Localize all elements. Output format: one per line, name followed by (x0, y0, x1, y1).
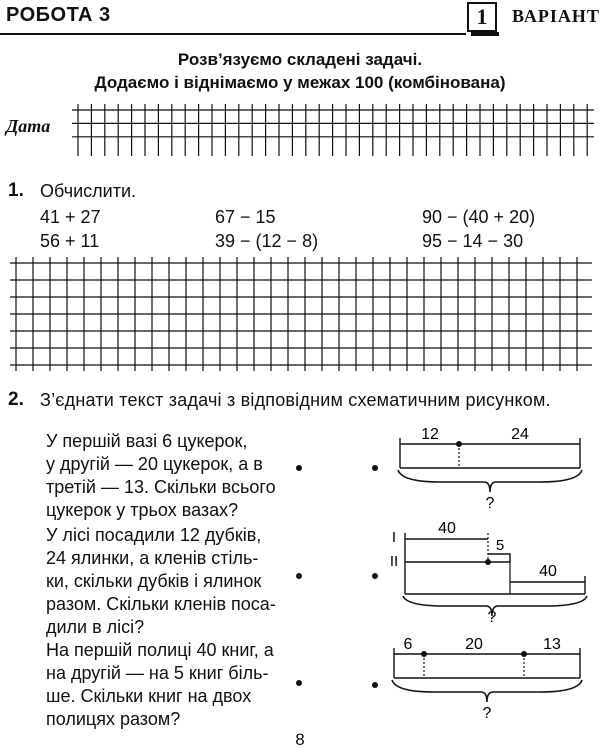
problem-3-line: ше. Скільки книг на двох (46, 686, 252, 706)
problem-1-connect-dot[interactable] (296, 465, 302, 471)
scheme-c-label-13: 13 (543, 636, 561, 653)
scheme-b-question: ? (487, 609, 497, 624)
problem-3-connect-dot[interactable] (296, 680, 302, 686)
scheme-b (380, 514, 592, 624)
date-label: Дата (6, 116, 51, 136)
task1-number: 1. (8, 180, 24, 201)
scheme-a-label-12: 12 (421, 426, 439, 443)
scheme-a-question: ? (485, 495, 495, 512)
problem-2-line: ки, скільки дубків і ялинок (46, 571, 262, 591)
scheme-c-label-6: 6 (403, 636, 413, 653)
subtitle-line-2: Додаємо і віднімаємо у межах 100 (комбінована) (94, 73, 506, 92)
problem-3-line: на другій — на 5 книг біль- (46, 663, 269, 683)
expression-6: 95 − 14 − 30 (422, 231, 524, 251)
scheme-a-brace (398, 470, 582, 492)
problem-3-line: На першій полиці 40 книг, а (46, 640, 274, 660)
scheme-b-label-40-second: 40 (539, 563, 557, 580)
problem-1-line: У першій вазі 6 цукерок, (46, 431, 248, 451)
task2-number: 2. (8, 389, 24, 410)
date-grid[interactable] (0, 100, 600, 160)
expression-2: 56 + 11 (40, 231, 100, 251)
header-rule (0, 33, 466, 35)
problem-1-line: цукерок у трьох вазах? (46, 500, 239, 520)
expression-5: 90 − (40 + 20) (422, 207, 536, 227)
problem-3-line: полицях разом? (46, 709, 181, 729)
scheme-b-diff-bracket (488, 554, 510, 562)
task2-instruction: З’єднати текст задачі з відповідним схематичним рисунком. (40, 390, 551, 410)
scheme-a (380, 420, 590, 520)
variant-number: 1 (467, 2, 497, 32)
scheme-c-point-2 (521, 651, 527, 657)
expression-4: 39 − (12 − 8) (215, 231, 319, 251)
variant-box-shadow (471, 32, 499, 36)
problem-1 (46, 430, 296, 522)
problem-2-line: У лісі посадили 12 дубків, (46, 525, 262, 545)
task1-instruction: Обчислити. (40, 181, 137, 201)
problem-2 (46, 524, 296, 639)
problem-3 (46, 639, 296, 731)
scheme-c-connect-dot[interactable] (372, 682, 378, 688)
scheme-b-label-5: 5 (495, 537, 505, 554)
variant-label: ВАРІАНТ (512, 6, 600, 26)
scheme-c-brace (392, 680, 582, 702)
page-number: 8 (295, 730, 305, 749)
scheme-b-connect-dot[interactable] (372, 573, 378, 579)
scheme-c (380, 630, 590, 726)
work-title: РОБОТА 3 (6, 4, 111, 26)
scheme-b-row-label-2: II (389, 553, 399, 570)
scheme-b-label-40: 40 (438, 520, 456, 537)
problem-2-line: 24 ялинки, а кленів стіль- (46, 548, 259, 568)
expression-3: 67 − 15 (215, 207, 276, 227)
problem-2-line: разом. Скільки кленів поса- (46, 594, 276, 614)
problem-1-line: у другій — 20 цукерок, а в (46, 454, 263, 474)
scheme-b-row-label-1: I (391, 529, 397, 546)
scheme-a-connect-dot[interactable] (372, 465, 378, 471)
work-grid[interactable] (0, 255, 600, 375)
problem-2-line: дили в лісі? (46, 617, 145, 637)
problem-1-line: третій — 13. Скільки всього (46, 477, 276, 497)
problem-2-connect-dot[interactable] (296, 573, 302, 579)
scheme-a-point (456, 441, 462, 447)
subtitle-line-1: Розв’язуємо складені задачі. (177, 50, 423, 69)
scheme-a-label-24: 24 (511, 426, 529, 443)
scheme-c-label-20: 20 (465, 636, 483, 653)
scheme-b-point (485, 559, 491, 565)
expression-1: 41 + 27 (40, 207, 101, 227)
scheme-c-point-1 (421, 651, 427, 657)
scheme-c-question: ? (482, 705, 492, 722)
